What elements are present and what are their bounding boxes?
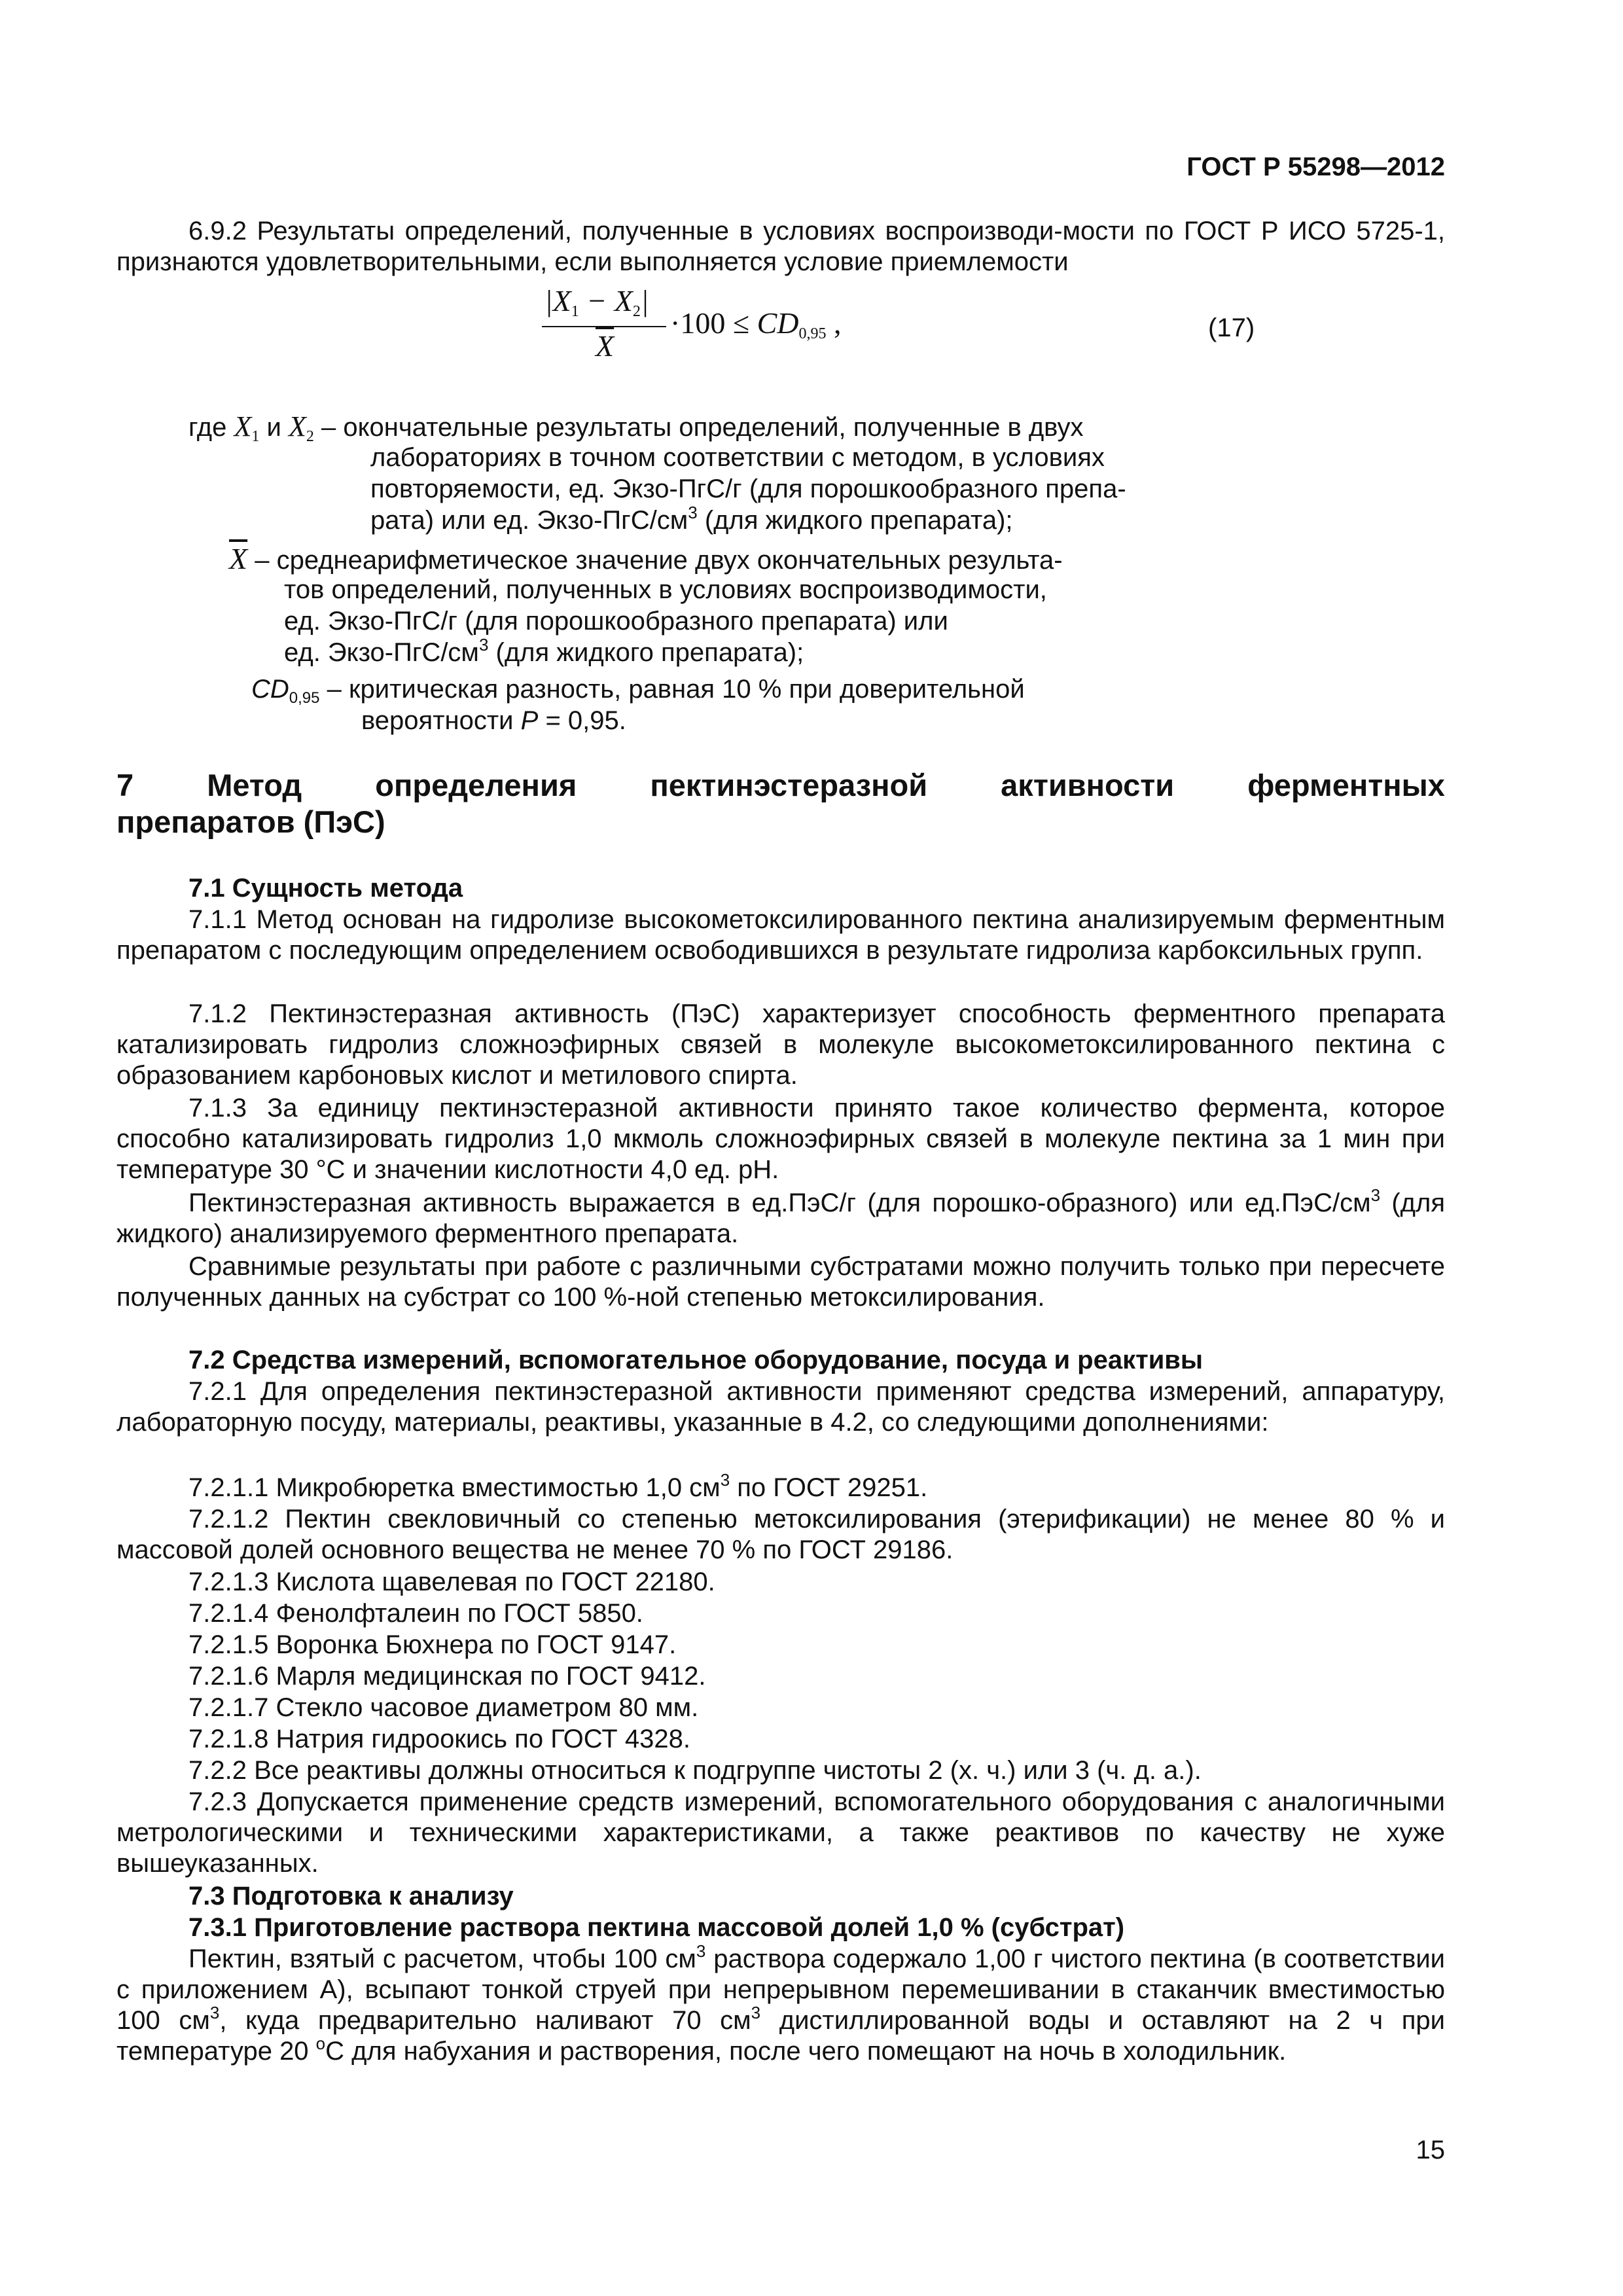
paragraph-7-1-1: 7.1.1 Метод основан на гидролизе высокометоксилированного пектина анализируемым ферментным препаратом с последующим определением освободившихся в результате гидролиза карбоксильных групп.: [116, 905, 1445, 965]
paragraph-7-2-3: 7.2.3 Допускается применение средств измерений, вспомогательного оборудования с аналогичными метрологическими и техническими характеристиками, а также реактивов по качеству не хуже вышеуказанных.: [116, 1787, 1445, 1878]
item-7-2-1-2: 7.2.1.2 Пектин свекловичный со степенью метоксилирования (этерификации) не менее 80 % и массовой долей основного вещества не менее 70 % по ГОСТ 29186.: [116, 1505, 1445, 1564]
document-code: ГОСТ Р 55298—2012: [1186, 152, 1445, 181]
page-number: 15: [1416, 2136, 1445, 2164]
item-7-2-1-7: 7.2.1.7 Стекло часовое диаметром 80 мм.: [188, 1693, 699, 1722]
subsection-7-2-title: 7.2 Средства измерений, вспомогательное оборудование, посуда и реактивы: [188, 1346, 1204, 1374]
paragraph-7-1-3: 7.1.3 За единицу пектинэстеразной активности принято такое количество фермента, которое способно катализировать гидролиз 1,0 мкмоль сложноэфирных связей в молекуле пектина за 1 мин при температуре 30 °С и значении кислотности 4,0 ед. рН.: [116, 1094, 1445, 1184]
legend-cd: $CD_{0,95}$ – критическая разность, равная 10 % при доверительной: [251, 675, 1025, 707]
legend-cd-line2: вероятности P = 0,95.: [361, 706, 626, 735]
section-7-heading-line1: 7 Метод определения пектинэстеразной активности ферментных: [116, 768, 1445, 802]
formula-numerator: |X1 − X2|: [544, 284, 649, 320]
item-7-2-1-3: 7.2.1.3 Кислота щавелевая по ГОСТ 22180.: [188, 1568, 715, 1596]
item-7-2-1-8: 7.2.1.8 Натрия гидроокись по ГОСТ 4328.: [188, 1725, 690, 1753]
legend-x-line2: лабораториях в точном соответствии с методом, в условиях: [370, 443, 1105, 472]
item-7-2-1-4: 7.2.1.4 Фенолфталеин по ГОСТ 5850.: [188, 1599, 643, 1628]
fraction-bar: [542, 326, 666, 327]
item-7-2-1-5: 7.2.1.5 Воронка Бюхнера по ГОСТ 9147.: [188, 1630, 677, 1659]
paragraph-7-1-4: Пектинэстеразная активность выражается в ед.ПэС/г (для порошко-образного) или $ед.ПэС/см^3$ (для жидкого) анализируемого ферментного препарата.: [116, 1185, 1445, 1248]
paragraph-6-9-2: 6.9.2 Результаты определений, полученные в условиях воспроизводи-мости по ГОСТ Р ИСО 5725-1, признаются удовлетворительными, если выполняется условие приемлемости: [116, 217, 1445, 276]
subsection-7-1-title: 7.1 Сущность метода: [188, 874, 463, 903]
item-7-2-1-6: 7.2.1.6 Марля медицинская по ГОСТ 9412.: [188, 1662, 706, 1691]
formula-rhs: ·100 ≤ CD0,95 ,: [670, 306, 842, 342]
paragraph-7-2-2: 7.2.2 Все реактивы должны относиться к подгруппе чистоты 2 (х. ч.) или 3 (ч. д. а.).: [188, 1756, 1202, 1785]
legend-xbar-line4: ед. Экзо-$ПгС/см^3$ (для жидкого препарата);: [284, 635, 804, 667]
subsection-7-3-title: 7.3 Подготовка к анализу: [188, 1882, 514, 1910]
paragraph-7-1-5: Сравнимые результаты при работе с различными субстратами можно получить только при пересчете полученных данных на субстрат со 100 %-ной степенью метоксилирования.: [116, 1252, 1445, 1312]
subsection-7-3-1-title: 7.3.1 Приготовление раствора пектина массовой долей 1,0 % (субстрат): [188, 1913, 1125, 1942]
legend-xbar: $\overline{X}$ – среднеарифметическое значение двух окончательных результа-: [229, 542, 1063, 575]
legend-x-line3: повторяемости, ед. Экзо-ПгС/г (для порошкообразного препа-: [370, 475, 1126, 503]
formula-denominator: $\overline{X}$: [596, 329, 615, 363]
legend-xbar-line2: тов определений, полученных в условиях воспроизводимости,: [284, 575, 1047, 604]
section-7-heading-line2: препаратов (ПэС): [116, 804, 385, 839]
legend-xbar-line3: ед. Экзо-ПгС/г (для порошкообразного препарата) или: [284, 607, 948, 636]
formula-number: (17): [1208, 314, 1255, 342]
paragraph-7-3-1: Пектин, взятый с расчетом, чтобы 100 $см^3$ раствора содержало 1,00 г чистого пектина (в соответствии с приложением А), всыпают тонкой струей при непрерывном перемешивании в стаканчик вместимостью 100 $см^3$, куда предварительно наливают 70 $см^3$ дистиллированной воды и оставляют на 2 ч при температуре 20 $^о$С для набухания и растворения, после чего помещают на ночь в холодильник.: [116, 1941, 1446, 2066]
legend-x1-x2: где X1 и X2 – окончательные результаты определений, полученные в двух: [188, 410, 1084, 445]
paragraph-7-2-1: 7.2.1 Для определения пектинэстеразной активности применяют средства измерений, аппаратуру, лабораторную посуду, материалы, реактивы, указанные в 4.2, со следующими дополнениями:: [116, 1377, 1445, 1437]
paragraph-7-1-2: 7.1.2 Пектинэстеразная активность (ПэС) характеризует способность ферментного препарата катализировать гидролиз сложноэфирных связей в молекуле высокометоксилированного пектина с образованием карбоновых кислот и метилового спирта.: [116, 999, 1445, 1090]
legend-x-line4: рата) или ед. Экзо-$ПгС/см^3$ (для жидкого препарата);: [370, 503, 1013, 535]
item-7-2-1-1: 7.2.1.1 Микробюретка вместимостью 1,0 $см^3$ по ГОСТ 29251.: [188, 1470, 928, 1502]
